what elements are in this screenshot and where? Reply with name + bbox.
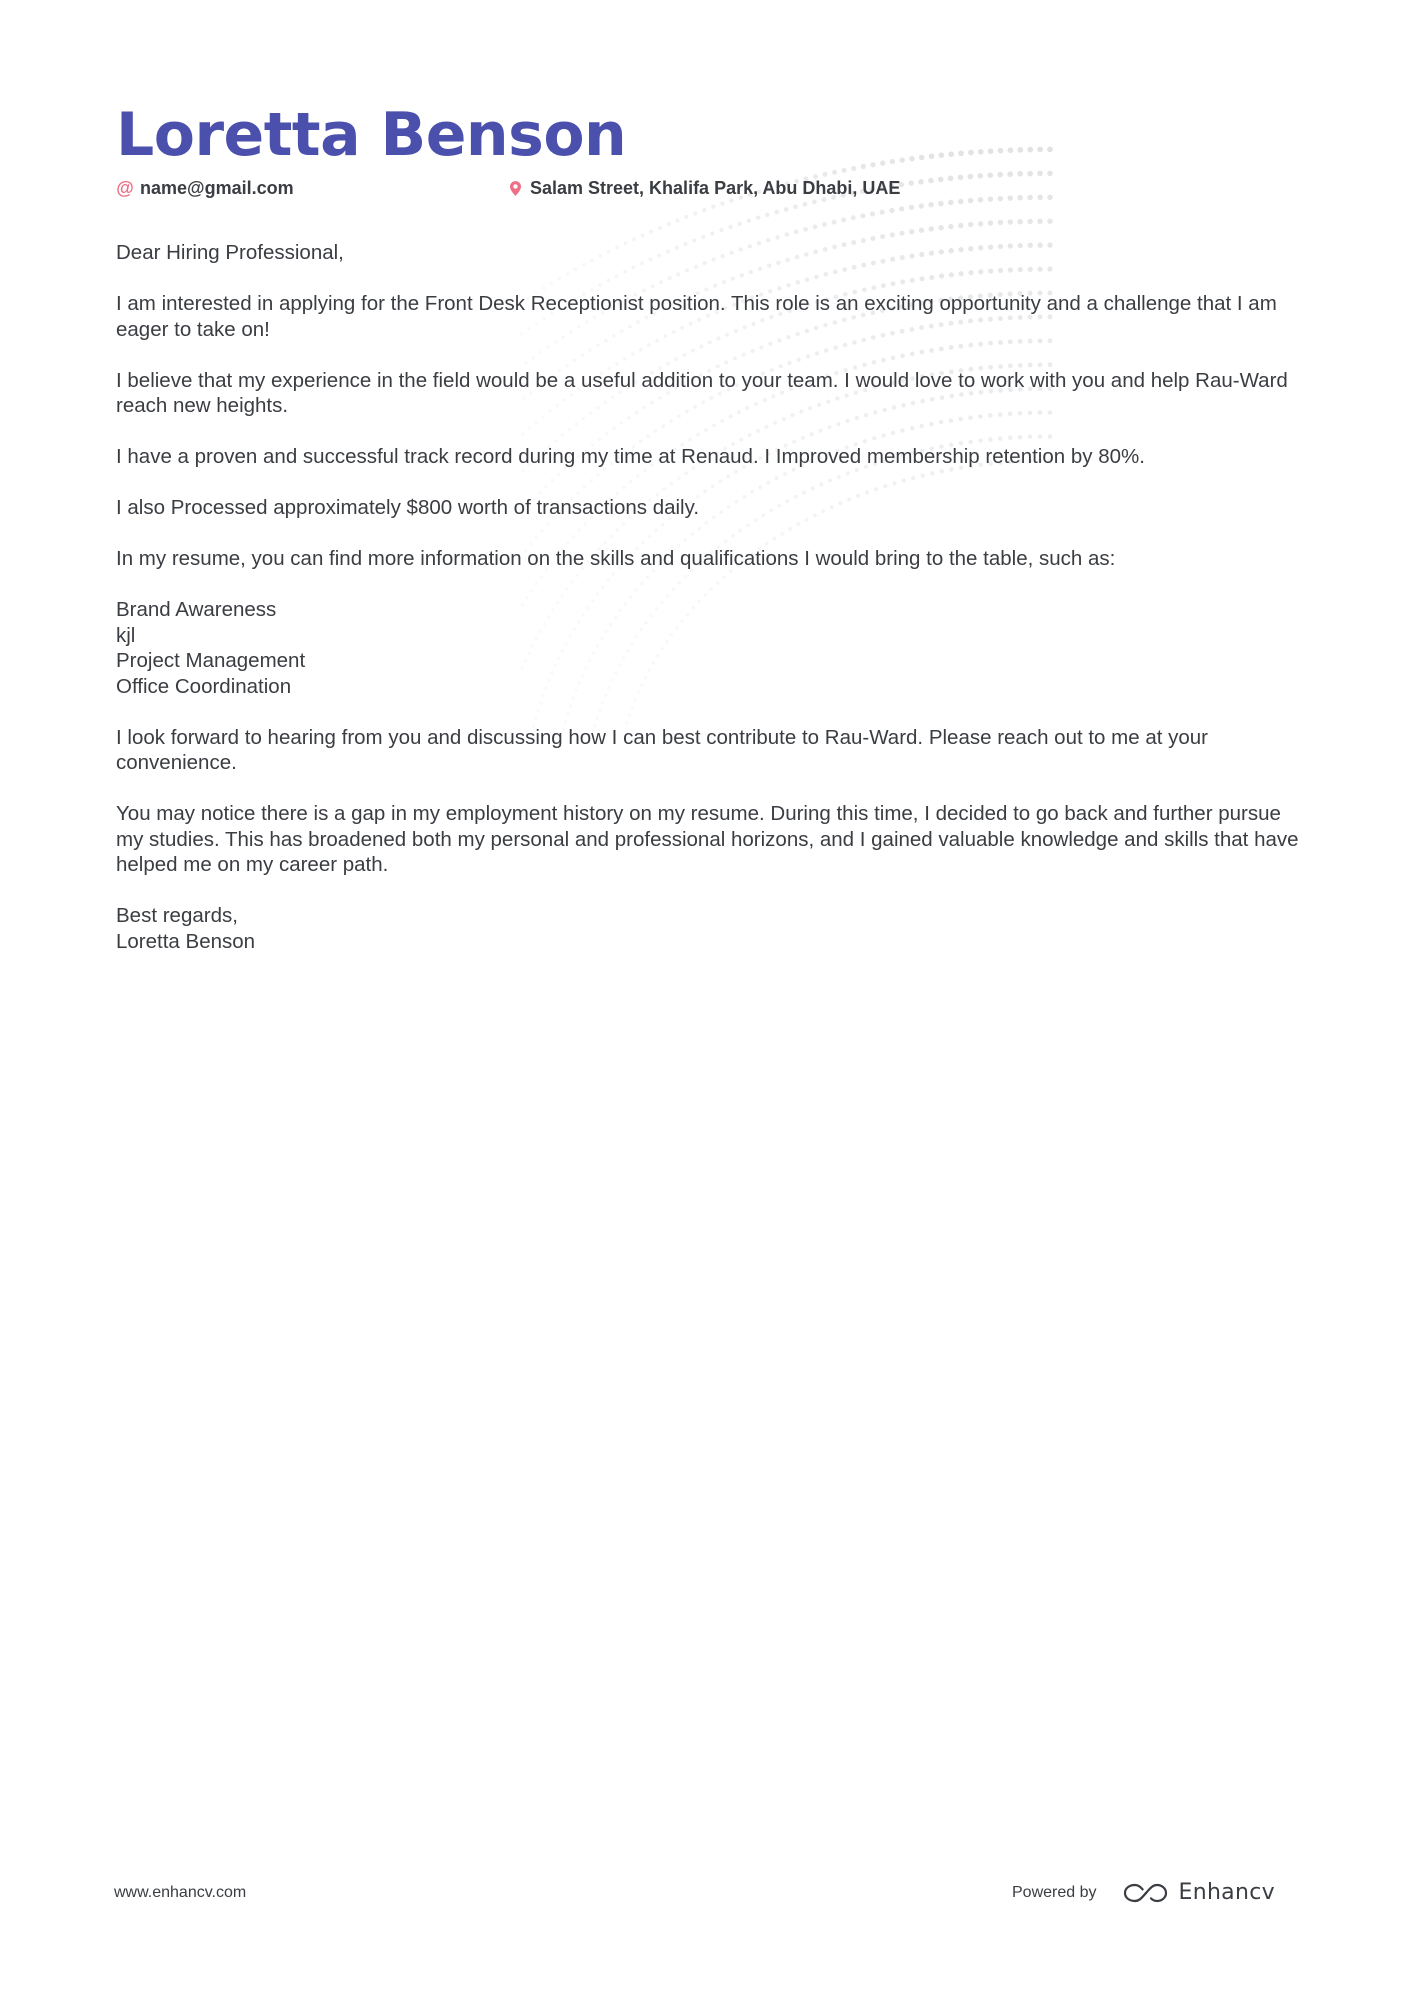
signoff: Best regards, xyxy=(116,904,238,927)
skill-item: Brand Awareness xyxy=(116,598,277,621)
skills-list xyxy=(116,597,1306,699)
brand-logo[interactable] xyxy=(1123,1880,1275,1905)
signoff-block xyxy=(116,903,1306,954)
powered-by xyxy=(1012,1880,1275,1905)
paragraph-skills-intro: In my resume, you can find more information on the skills and qualifications I would bring to the table, such as: xyxy=(116,547,1116,570)
signature: Loretta Benson xyxy=(116,929,256,953)
skill-item: Office Coordination xyxy=(116,674,292,698)
greeting: Dear Hiring Professional, xyxy=(116,241,344,264)
email-text: name@gmail.com xyxy=(140,178,294,198)
applicant-name: Loretta Benson xyxy=(116,100,627,170)
infinity-logo-icon xyxy=(1123,1881,1169,1905)
at-icon: @ xyxy=(116,178,134,198)
contact-info xyxy=(116,178,1296,204)
letter-body xyxy=(116,240,1306,954)
contact-location xyxy=(506,178,900,199)
skill-item: Project Management xyxy=(116,649,306,672)
paragraph-transactions: I also Processed approximately $800 worth of transactions daily. xyxy=(116,496,700,519)
paragraph-employment-gap: You may notice there is a gap in my employment history on my resume. During this time, I decided to go back and further pursue my studies. This has broadened both my personal and professional horizons, and I gained valuable knowledge and skills that have helped me on my career path. xyxy=(116,802,1299,876)
footer-website-link[interactable]: www.enhancv.com xyxy=(114,1884,247,1901)
paragraph-contact: I look forward to hearing from you and discussing how I can best contribute to Rau-Ward. Please reach out to me at your convenience. xyxy=(116,725,1208,774)
paragraph-experience: I believe that my experience in the field would be a useful addition to your team. I would love to work with you and help Rau-Ward reach new heights. xyxy=(116,368,1288,417)
letter-header xyxy=(116,92,1296,204)
paragraph-track-record: I have a proven and successful track record during my time at Renaud. I Improved membership retention by 80%. xyxy=(116,445,1145,468)
skill-item: kjl xyxy=(116,623,136,647)
paragraph-intro: I am interested in applying for the Front Desk Receptionist position. This role is an exciting opportunity and a challenge that I am eager to take on! xyxy=(116,292,1277,341)
map-pin-icon xyxy=(506,179,524,199)
powered-by-label: Powered by xyxy=(1012,1883,1097,1901)
brand-name: Enhancv xyxy=(1178,1880,1275,1905)
contact-email[interactable] xyxy=(116,178,294,199)
location-text: Salam Street, Khalifa Park, Abu Dhabi, UAE xyxy=(530,178,901,198)
